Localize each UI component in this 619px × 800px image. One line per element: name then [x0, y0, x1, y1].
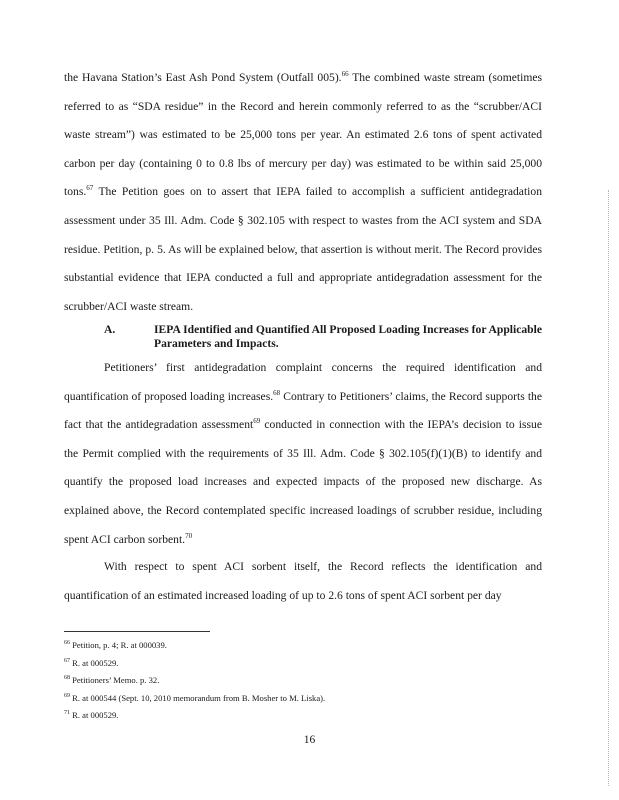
- section-heading-text: IEPA Identified and Quantified All Proposed Loading Increases for Applicable Parameters and Impacts.: [154, 323, 542, 350]
- footnote-item: [64, 707, 542, 725]
- footnote-number: 67: [64, 657, 70, 664]
- paragraph-text: Contrary to Petitioners’ claims, the Record supports the fact that the antidegradation assessment: [64, 389, 542, 432]
- footnote-reference[interactable]: 68: [273, 388, 281, 397]
- footnote-text: R. at 000529.: [70, 710, 119, 721]
- footnote-reference[interactable]: 66: [341, 70, 349, 79]
- paragraph-text: conducted in connection with the IEPA’s decision to issue the Permit complied with the requirements of 35 Ill. Adm. Code § 302.105(f)(1)(B) to identify and quantify the proposed load increases and expected impacts of the proposed new discharge. As explained above, the Record contemplated specific increased loadings of scrubber residue, including spent ACI carbon sorbent.: [64, 418, 542, 546]
- footnote-number: 69: [64, 692, 70, 699]
- paragraph-text: The combined waste stream (sometimes referred to as “SDA residue” in the Record and herein commonly referred to as the “scrubber/ACI waste stream”) was estimated to be 25,000 tons per year. An estimated 2.6 tons of spent activated carbon per day (containing 0 to 0.8 lbs of mercury per day) was estimated to be within said 25,000 tons.: [64, 71, 543, 199]
- footnote-item: [64, 672, 542, 690]
- footnote-number: 68: [64, 675, 70, 682]
- scan-edge-border: [608, 190, 609, 786]
- paragraph-text: The Petition goes on to assert that IEPA failed to accomplish a sufficient antidegradation assessment under 35 Ill. Adm. Code § 302.105 with respect to wastes from the ACI system and SDA residue. Petition, p. 5. As will be explained below, that assertion is without merit. The Record provides substantial evidence that IEPA conducted a full and appropriate antidegradation assessment for the scrubber/ACI waste stream.: [64, 185, 542, 313]
- section-heading: [64, 323, 542, 351]
- body-paragraph-2: [64, 354, 542, 554]
- page-number: 16: [303, 734, 316, 746]
- footnote-number: 71: [64, 710, 70, 717]
- footnote-reference[interactable]: 69: [253, 417, 261, 426]
- paragraph-text: With respect to spent ACI sorbent itself, the Record reflects the identification and quantification of an estimated increased loading of up to 2.6 tons of spent ACI sorbent per day: [64, 560, 542, 602]
- footnote-text: Petition, p. 4; R. at 000039.: [70, 640, 167, 650]
- footnote-text: Petitioners’ Memo. p. 32.: [70, 675, 160, 686]
- footnotes-list: [64, 637, 542, 725]
- footnote-text: R. at 000529.: [70, 657, 119, 668]
- paragraph-text: the Havana Station’s East Ash Pond System (Outfall 005).: [64, 71, 342, 84]
- footnote-number: 66: [64, 640, 70, 647]
- footnote-separator: [64, 631, 210, 632]
- footnote-item: [64, 690, 542, 708]
- footnote-item: [64, 655, 542, 673]
- body-paragraph-3: [64, 553, 542, 610]
- footnote-text: R. at 000544 (Sept. 10, 2010 memorandum from B. Mosher to M. Liska).: [70, 692, 326, 703]
- footnote-reference[interactable]: 70: [185, 531, 193, 540]
- footnote-reference[interactable]: 67: [86, 184, 94, 193]
- section-letter: A.: [104, 323, 116, 336]
- body-paragraph-1: [64, 64, 542, 321]
- footnote-item: [64, 637, 542, 655]
- paragraph-text: Petitioners’ first antidegradation complaint concerns the required identification and quantification of proposed loading increases.: [64, 361, 542, 403]
